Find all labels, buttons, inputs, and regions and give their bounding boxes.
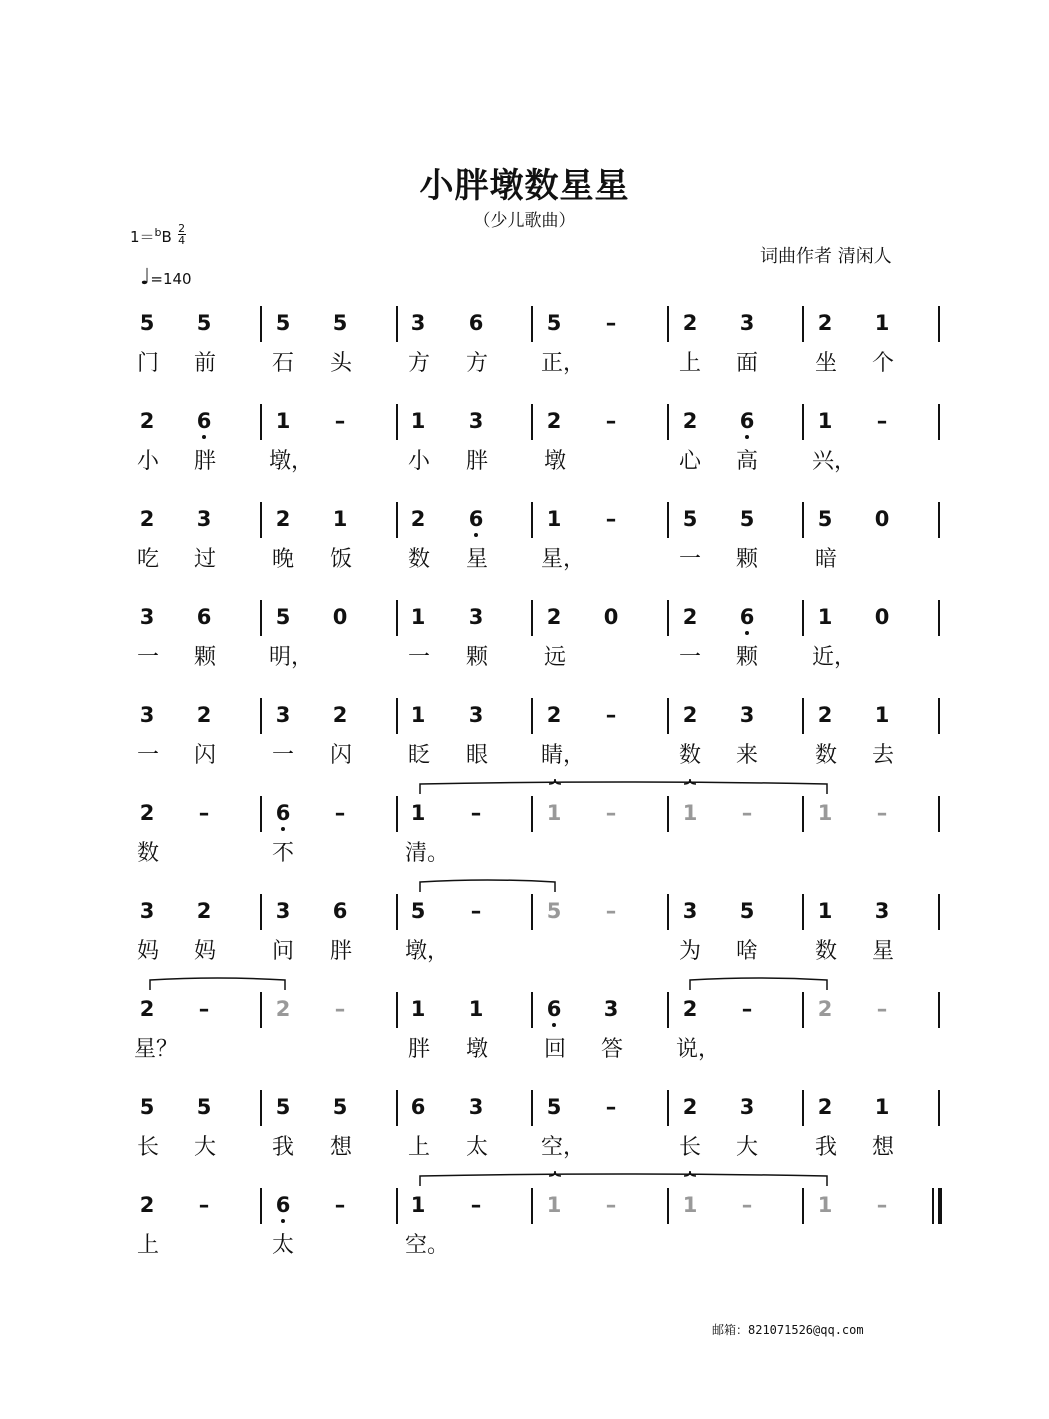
note: – — [198, 997, 210, 1021]
note: 2 — [139, 507, 155, 531]
lyric: 空。 — [405, 1233, 450, 1258]
lyric: 一 — [407, 645, 430, 670]
lyric: 数 — [678, 743, 701, 768]
note: 1 — [546, 801, 562, 825]
note: 1 — [410, 409, 426, 433]
note: 2 — [682, 311, 698, 335]
lyric: 太 — [465, 1135, 488, 1160]
tie-arc-row8b — [690, 978, 827, 990]
lyric: 石 — [271, 351, 294, 376]
lyric: 兴， — [812, 449, 857, 474]
time-bottom: 4 — [178, 234, 186, 247]
note: 1 — [410, 605, 426, 629]
note: 2 — [139, 997, 155, 1021]
note: – — [198, 1193, 210, 1217]
lyric: 胖 — [193, 449, 216, 474]
note: 1 — [817, 1193, 833, 1217]
note: 0 — [603, 605, 619, 629]
lyric: 坐 — [814, 351, 837, 376]
lyric: 妈 — [193, 939, 216, 964]
note: 1 — [682, 1193, 698, 1217]
note: 5 — [546, 899, 562, 923]
note: 1 — [546, 507, 562, 531]
note: 1 — [874, 703, 890, 727]
lyric: 晚 — [271, 547, 294, 572]
quarter-note-icon: ♩ — [140, 265, 151, 290]
lyric: 长 — [678, 1135, 701, 1160]
note: 3 — [739, 1095, 755, 1119]
note: – — [470, 1193, 482, 1217]
lyric: 回 — [543, 1037, 566, 1062]
note: – — [470, 801, 482, 825]
note: – — [876, 801, 888, 825]
note: 3 — [739, 703, 755, 727]
lyric: 心 — [678, 449, 701, 474]
lyric: 数 — [814, 743, 837, 768]
note: 2 — [196, 899, 212, 923]
note: 5 — [275, 311, 291, 335]
lyric: 清。 — [405, 841, 450, 866]
lyric: 颗 — [465, 645, 488, 670]
lyric: 空， — [541, 1135, 586, 1160]
lyric: 明， — [269, 645, 314, 670]
note: 1 — [817, 801, 833, 825]
note: 5 — [739, 899, 755, 923]
lyric: 为 — [678, 939, 701, 964]
lyric: 过 — [193, 547, 216, 572]
note: 6 — [464, 508, 488, 530]
note: – — [876, 409, 888, 433]
note: – — [605, 1095, 617, 1119]
note: – — [876, 1193, 888, 1217]
note: 2 — [546, 703, 562, 727]
lyric: 胖 — [407, 1037, 430, 1062]
composer-credit: 词曲作者 清闲人 — [760, 246, 892, 267]
note: – — [741, 801, 753, 825]
note: 6 — [196, 605, 212, 629]
time-top: 2 — [178, 222, 186, 235]
note: 2 — [682, 605, 698, 629]
tie-arc-row6 — [420, 782, 827, 794]
note: – — [605, 703, 617, 727]
note: 5 — [196, 311, 212, 335]
lyric: 答 — [600, 1037, 623, 1062]
note: 2 — [275, 507, 291, 531]
lyric: 远 — [543, 645, 566, 670]
lyric: 前 — [193, 351, 216, 376]
lyric: 吃 — [136, 547, 159, 572]
lyric: 颗 — [193, 645, 216, 670]
note: 3 — [139, 899, 155, 923]
note: – — [605, 311, 617, 335]
key-note: B — [161, 228, 172, 246]
note: 5 — [332, 311, 348, 335]
lyric: 面 — [735, 351, 758, 376]
note: 2 — [817, 703, 833, 727]
lyric: 问 — [271, 939, 294, 964]
note: – — [605, 1193, 617, 1217]
note: 1 — [468, 997, 484, 1021]
lyric: 上 — [136, 1233, 159, 1258]
lyric: 我 — [271, 1135, 294, 1160]
note: 2 — [139, 1193, 155, 1217]
note: 3 — [874, 899, 890, 923]
note: 6 — [542, 998, 566, 1020]
note: 5 — [139, 1095, 155, 1119]
note: 2 — [546, 605, 562, 629]
lyric: 想 — [329, 1135, 352, 1160]
note: 1 — [410, 997, 426, 1021]
note: 1 — [410, 801, 426, 825]
lyric: 正， — [541, 351, 586, 376]
note: – — [605, 507, 617, 531]
note: 1 — [332, 507, 348, 531]
lyric: 上 — [407, 1135, 430, 1160]
note: 5 — [332, 1095, 348, 1119]
note: 2 — [546, 409, 562, 433]
lyric: 近， — [812, 645, 857, 670]
lyric: 星 — [465, 547, 488, 572]
note: 6 — [271, 1194, 295, 1216]
note: 1 — [817, 409, 833, 433]
note: 3 — [468, 409, 484, 433]
note: – — [334, 409, 346, 433]
note: 2 — [410, 507, 426, 531]
flat-sign: b — [154, 226, 162, 239]
lyric: 太 — [271, 1233, 294, 1258]
note: 1 — [682, 801, 698, 825]
note: 3 — [468, 1095, 484, 1119]
note: 3 — [139, 605, 155, 629]
lyric: 想 — [871, 1135, 894, 1160]
lyric: 数 — [407, 547, 430, 572]
lyric: 方 — [465, 351, 488, 376]
lyric: 星 — [871, 939, 894, 964]
note: – — [470, 899, 482, 923]
lyric: 说， — [676, 1037, 721, 1062]
tempo-value: =140 — [150, 270, 192, 288]
lyric: 数 — [136, 841, 159, 866]
note: 2 — [817, 1095, 833, 1119]
lyric: 头 — [329, 351, 352, 376]
note: 5 — [275, 1095, 291, 1119]
note: 1 — [817, 605, 833, 629]
note: – — [334, 801, 346, 825]
tie-arc-row8a — [150, 978, 285, 990]
note: 5 — [139, 311, 155, 335]
lyric: 一 — [678, 645, 701, 670]
note: 5 — [739, 507, 755, 531]
note: 1 — [874, 311, 890, 335]
note: 1 — [410, 703, 426, 727]
lyric: 胖 — [329, 939, 352, 964]
note: 1 — [410, 1193, 426, 1217]
lyric: 一 — [136, 645, 159, 670]
note: 2 — [817, 311, 833, 335]
lyric: 上 — [678, 351, 701, 376]
lyric: 一 — [271, 743, 294, 768]
lyric: 墩 — [543, 449, 566, 474]
lyric: 不 — [271, 841, 294, 866]
note: 1 — [874, 1095, 890, 1119]
note: 0 — [874, 507, 890, 531]
note: 3 — [603, 997, 619, 1021]
lyric: 长 — [136, 1135, 159, 1160]
lyric: 小 — [407, 449, 430, 474]
note: 2 — [139, 409, 155, 433]
lyric: 星， — [541, 547, 586, 572]
note: 2 — [817, 997, 833, 1021]
note: 2 — [682, 409, 698, 433]
song-subtitle: （少儿歌曲） — [473, 211, 576, 231]
note: 2 — [682, 1095, 698, 1119]
note: 3 — [275, 899, 291, 923]
note: 5 — [546, 1095, 562, 1119]
note: 5 — [546, 311, 562, 335]
note: 5 — [275, 605, 291, 629]
note: 5 — [817, 507, 833, 531]
lyric: 一 — [678, 547, 701, 572]
lyric: 我 — [814, 1135, 837, 1160]
song-title: 小胖墩数星星 — [419, 166, 630, 206]
note: – — [334, 997, 346, 1021]
note: – — [741, 1193, 753, 1217]
lyric: 暗 — [814, 547, 837, 572]
lyric: 饭 — [329, 547, 352, 572]
tie-arc-row10 — [420, 1174, 827, 1186]
note: – — [741, 997, 753, 1021]
lyric: 墩 — [465, 1037, 488, 1062]
email-contact: 邮箱：821071526@qq.com — [712, 1323, 864, 1337]
note: 3 — [468, 605, 484, 629]
note: 5 — [196, 1095, 212, 1119]
lyric: 胖 — [465, 449, 488, 474]
lyric: 墩， — [269, 449, 314, 474]
note: 0 — [332, 605, 348, 629]
note: 1 — [275, 409, 291, 433]
note: 6 — [410, 1095, 426, 1119]
note: 3 — [275, 703, 291, 727]
note: 3 — [739, 311, 755, 335]
note: 3 — [139, 703, 155, 727]
lyric: 去 — [871, 743, 894, 768]
note: 6 — [332, 899, 348, 923]
lyric: 方 — [407, 351, 430, 376]
note: 3 — [468, 703, 484, 727]
note: 0 — [874, 605, 890, 629]
note: – — [605, 801, 617, 825]
lyric: 眼 — [465, 743, 488, 768]
note: 6 — [735, 606, 759, 628]
lyric: 数 — [814, 939, 837, 964]
lyric: 妈 — [136, 939, 159, 964]
lyric: 来 — [735, 743, 758, 768]
note: – — [605, 899, 617, 923]
lyric: 颗 — [735, 547, 758, 572]
note: 2 — [682, 997, 698, 1021]
note: 6 — [192, 410, 216, 432]
note: 3 — [196, 507, 212, 531]
tie-arc-row7 — [420, 880, 555, 892]
lyric: 个 — [871, 351, 894, 376]
lyric: 眨 — [407, 743, 430, 768]
lyric: 一 — [136, 743, 159, 768]
note: 2 — [682, 703, 698, 727]
note: 1 — [817, 899, 833, 923]
lyric: 啥 — [735, 939, 758, 964]
lyric: 小 — [136, 449, 159, 474]
note: 3 — [682, 899, 698, 923]
note: – — [605, 409, 617, 433]
note: – — [876, 997, 888, 1021]
lyric: 门 — [136, 351, 159, 376]
note: 6 — [735, 410, 759, 432]
lyric: 闪 — [329, 743, 352, 768]
note: – — [334, 1193, 346, 1217]
lyric: 星？ — [134, 1037, 179, 1062]
note: 2 — [332, 703, 348, 727]
lyric: 睛， — [541, 743, 586, 768]
lyric: 墩， — [405, 939, 450, 964]
note: 2 — [196, 703, 212, 727]
lyric: 颗 — [735, 645, 758, 670]
note: 2 — [139, 801, 155, 825]
lyric: 大 — [735, 1135, 758, 1160]
note: – — [198, 801, 210, 825]
lyric: 高 — [735, 449, 758, 474]
note: 5 — [410, 899, 426, 923]
note: 3 — [410, 311, 426, 335]
key-prefix: 1＝ — [130, 228, 155, 246]
note: 6 — [271, 802, 295, 824]
lyric: 闪 — [193, 743, 216, 768]
note: 1 — [546, 1193, 562, 1217]
note: 5 — [682, 507, 698, 531]
note: 6 — [468, 311, 484, 335]
note: 2 — [275, 997, 291, 1021]
lyric: 大 — [193, 1135, 216, 1160]
